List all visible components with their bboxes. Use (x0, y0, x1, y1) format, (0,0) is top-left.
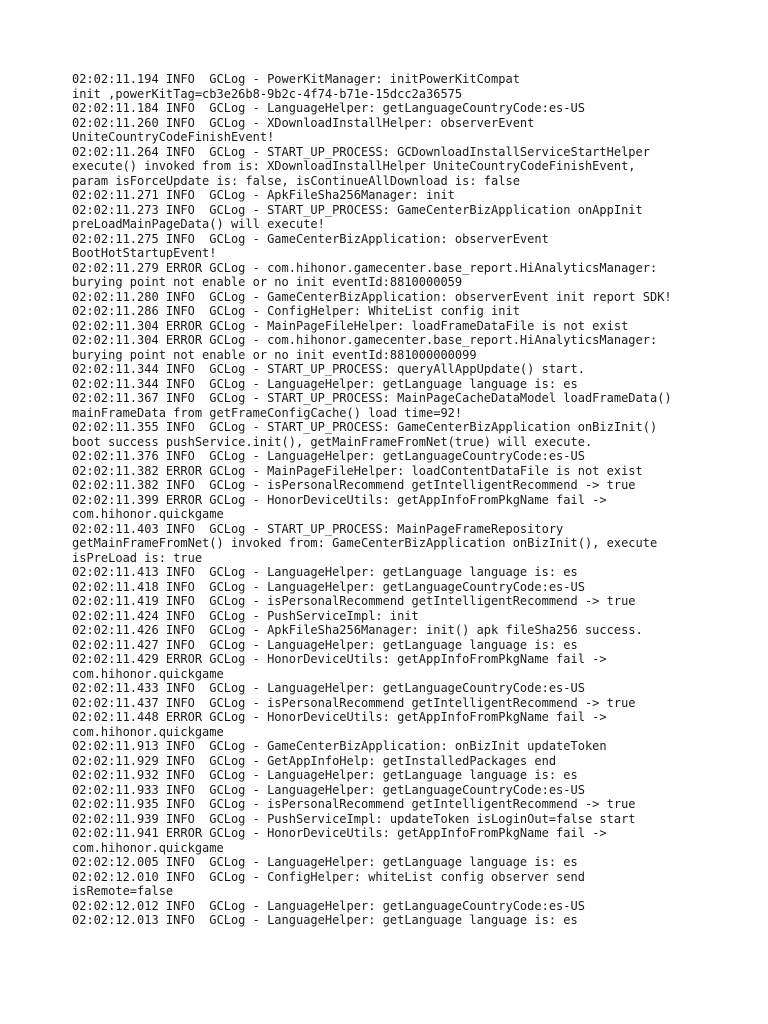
log-line: com.hihonor.quickgame (72, 724, 224, 739)
log-line: 02:02:11.933 INFO GCLog - LanguageHelper: getLanguageCountryCode:es-US (72, 782, 585, 797)
log-line: burying point not enable or no init eventId:881000000099 (72, 347, 477, 362)
log-line: 02:02:12.013 INFO GCLog - LanguageHelper: getLanguage language is: es (72, 913, 578, 927)
log-line: 02:02:11.273 INFO GCLog - START_UP_PROCESS: GameCenterBizApplication onAppInit (72, 202, 643, 217)
log-line: 02:02:11.437 INFO GCLog - isPersonalRecommend getIntelligentRecommend -> true (72, 695, 636, 710)
log-line: 02:02:11.280 INFO GCLog - GameCenterBizApplication: observerEvent init report SDK! (72, 289, 672, 304)
log-line: 02:02:11.304 ERROR GCLog - MainPageFileHelper: loadFrameDataFile is not exist (72, 318, 629, 333)
log-line: mainFrameData from getFrameConfigCache() load time=92! (72, 405, 463, 420)
log-line: 02:02:11.355 INFO GCLog - START_UP_PROCESS: GameCenterBizApplication onBizInit() (72, 420, 658, 434)
log-line: 02:02:11.913 INFO GCLog - GameCenterBizApplication: onBizInit updateToken (72, 739, 607, 753)
log-line: init ,powerKitTag=cb3e26b8-9b2c-4f74-b71e-15dcc2a36575 (72, 86, 463, 101)
log-line: 02:02:11.279 ERROR GCLog - com.hihonor.gamecenter.base_report.HiAnalyticsManager: (72, 260, 658, 275)
log-line: 02:02:11.344 INFO GCLog - LanguageHelper: getLanguage language is: es (72, 376, 578, 391)
log-line: 02:02:11.424 INFO GCLog - PushServiceImpl: init (72, 608, 419, 623)
log-line: execute() invoked from is: XDownloadInstallHelper UniteCountryCodeFinishEvent, (72, 159, 636, 173)
log-line: 02:02:11.382 ERROR GCLog - MainPageFileHelper: loadContentDataFile is not exist (72, 463, 643, 478)
log-line: burying point not enable or no init eventId:8810000059 (72, 275, 463, 289)
log-line: 02:02:11.429 ERROR GCLog - HonorDeviceUtils: getAppInfoFromPkgName fail -> (72, 652, 607, 666)
log-line: param isForceUpdate is: false, isContinueAllDownload is: false (72, 173, 520, 188)
log-line: 02:02:11.304 ERROR GCLog - com.hihonor.gamecenter.base_report.HiAnalyticsManager: (72, 333, 658, 347)
log-line: 02:02:11.271 INFO GCLog - ApkFileSha256Manager: init (72, 188, 455, 202)
document-page (72, 72, 712, 928)
log-text (72, 72, 712, 928)
log-line: 02:02:11.939 INFO GCLog - PushServiceImpl: updateToken isLoginOut=false start (72, 811, 636, 826)
log-line: preLoadMainPageData() will execute! (72, 217, 325, 231)
log-line: com.hihonor.quickgame (72, 507, 224, 521)
log-line: isPreLoad is: true (72, 550, 203, 565)
log-line: 02:02:11.413 INFO GCLog - LanguageHelper: getLanguage language is: es (72, 565, 578, 579)
log-line: 02:02:11.419 INFO GCLog - isPersonalRecommend getIntelligentRecommend -> true (72, 594, 636, 608)
log-line: 02:02:11.426 INFO GCLog - ApkFileSha256Manager: init() apk fileSha256 success. (72, 623, 643, 637)
log-line: 02:02:11.382 INFO GCLog - isPersonalRecommend getIntelligentRecommend -> true (72, 478, 636, 492)
log-line: 02:02:11.194 INFO GCLog - PowerKitManager: initPowerKitCompat (72, 72, 520, 86)
log-line: 02:02:11.929 INFO GCLog - GetAppInfoHelp: getInstalledPackages end (72, 753, 557, 768)
log-line: 02:02:11.275 INFO GCLog - GameCenterBizApplication: observerEvent (72, 231, 549, 246)
log-line: com.hihonor.quickgame (72, 666, 224, 681)
log-line: 02:02:11.367 INFO GCLog - START_UP_PROCESS: MainPageCacheDataModel loadFrameData() (72, 391, 672, 405)
log-line: 02:02:12.010 INFO GCLog - ConfigHelper: whiteList config observer send (72, 869, 585, 884)
log-line: 02:02:12.012 INFO GCLog - LanguageHelper: getLanguageCountryCode:es-US (72, 898, 585, 913)
log-line: 02:02:11.418 INFO GCLog - LanguageHelper: getLanguageCountryCode:es-US (72, 579, 585, 594)
log-line: 02:02:11.935 INFO GCLog - isPersonalRecommend getIntelligentRecommend -> true (72, 797, 636, 811)
log-line: UniteCountryCodeFinishEvent! (72, 130, 275, 144)
log-line: 02:02:11.403 INFO GCLog - START_UP_PROCESS: MainPageFrameRepository (72, 521, 564, 536)
log-line: 02:02:11.260 INFO GCLog - XDownloadInstallHelper: observerEvent (72, 115, 535, 130)
log-line: isRemote=false (72, 884, 174, 898)
log-line: 02:02:12.005 INFO GCLog - LanguageHelper: getLanguage language is: es (72, 855, 578, 869)
log-line: com.hihonor.quickgame (72, 840, 224, 855)
log-line: 02:02:11.184 INFO GCLog - LanguageHelper: getLanguageCountryCode:es-US (72, 101, 585, 115)
log-line: 02:02:11.932 INFO GCLog - LanguageHelper: getLanguage language is: es (72, 768, 578, 782)
log-line: BootHotStartupEvent! (72, 246, 217, 260)
log-line: 02:02:11.448 ERROR GCLog - HonorDeviceUtils: getAppInfoFromPkgName fail -> (72, 710, 607, 724)
log-line: 02:02:11.941 ERROR GCLog - HonorDeviceUtils: getAppInfoFromPkgName fail -> (72, 826, 607, 840)
log-line: 02:02:11.286 INFO GCLog - ConfigHelper: WhiteList config init (72, 304, 520, 318)
log-line: 02:02:11.433 INFO GCLog - LanguageHelper: getLanguageCountryCode:es-US (72, 681, 585, 695)
log-line: 02:02:11.264 INFO GCLog - START_UP_PROCESS: GCDownloadInstallServiceStartHelper (72, 144, 650, 159)
log-line: 02:02:11.376 INFO GCLog - LanguageHelper: getLanguageCountryCode:es-US (72, 449, 585, 463)
log-line: boot success pushService.init(), getMainFrameFromNet(true) will execute. (72, 434, 593, 449)
log-line: 02:02:11.344 INFO GCLog - START_UP_PROCESS: queryAllAppUpdate() start. (72, 362, 585, 376)
log-line: getMainFrameFromNet() invoked from: GameCenterBizApplication onBizInit(), execute (72, 536, 658, 550)
log-line: 02:02:11.427 INFO GCLog - LanguageHelper: getLanguage language is: es (72, 637, 578, 652)
log-line: 02:02:11.399 ERROR GCLog - HonorDeviceUtils: getAppInfoFromPkgName fail -> (72, 492, 607, 507)
